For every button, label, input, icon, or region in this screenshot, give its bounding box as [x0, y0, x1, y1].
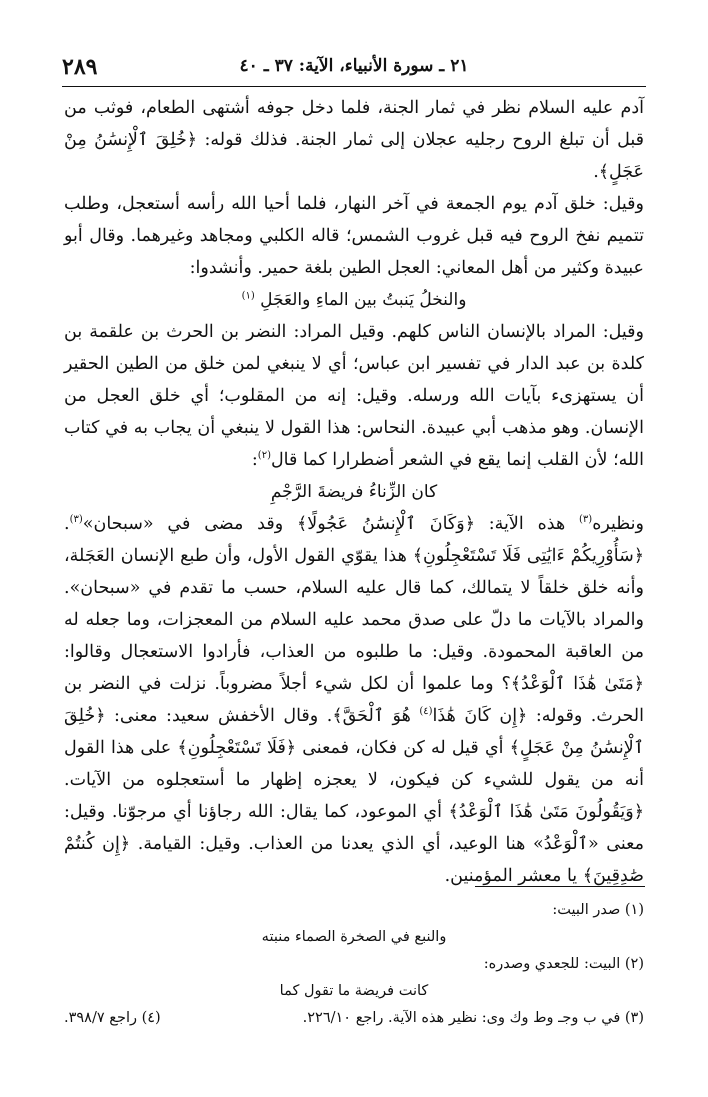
footnotes [64, 897, 644, 1032]
poetry-verse-2: كان الزِّناءُ فريضةَ الرَّجْمِ [270, 482, 438, 502]
running-title: ٢١ ـ سورة الأنبياء، الآية: ٣٧ ـ ٤٠ [239, 56, 469, 76]
paragraph-3-end: : [251, 450, 258, 470]
footnote-4: (٤) راجع ٣٩٨/٧. [64, 1010, 161, 1026]
footnote-ref-1: (١) [241, 290, 255, 302]
footnote-1-label: (١) صدر البيت: [552, 902, 644, 918]
paragraph-3 [64, 316, 644, 476]
poetry-verse-1 [64, 284, 644, 316]
paragraph-4 [64, 508, 644, 892]
verse-1-text: والنخلُ يَنبتُ بين الماءِ والعَجَلِ [260, 290, 467, 310]
footnote-row-3-4 [64, 1005, 644, 1032]
footnote-ref-2: (٢) [257, 450, 271, 462]
footnote-2-label: (٢) البيت: للجعدي وصدره: [483, 956, 644, 972]
paragraph-1: آدم عليه السلام نظر في ثمار الجنة، فلما دخل جوفه أشتهى الطعام، فوثب من قبل أن تبلغ الروح رجليه عجلان إلى ثمار الجنة. فذلك قوله: ﴿خُلِقَ ٱلْإِنسَٰنُ مِنْ عَجَلٍ﴾. [64, 98, 644, 182]
footnote-ref-3b: (٣) [69, 514, 83, 526]
page-header [62, 52, 646, 87]
footnote-3: (٣) في ب وجـ وط وك وى: نظير هذه الآية. راجع ٢٢٦/١٠. [302, 1010, 644, 1026]
page-number: ٢٨٩ [62, 54, 98, 80]
footnote-1-verse: والنبع في الصخرة الصماء منبته [261, 929, 447, 945]
paragraph-3-text: وقيل: المراد بالإنسان الناس كلهم. وقيل المراد: النضر بن الحرث بن علقمة بن كلدة بن عبد الدار في تفسير ابن عباس؛ أي لا ينبغي لمن خلق من الطين الحقير أن يستهزىء بآيات الله ورسله. وقيل: إنه من المقلوب؛ أي خلق العجل من الإنسان. وهو مذهب أبي عبيدة. النحاس: هذا القول لا ينبغي أن يجاب به في كتاب الله؛ لأن القلب إنما يقع في الشعر أضطرارا كما قال [64, 322, 644, 470]
main-text [64, 92, 644, 892]
paragraph-4-part-a: ونظيره [592, 514, 644, 534]
footnote-ref-4: (٤) [419, 706, 433, 718]
paragraph-4-part-b: هذه الآية: ﴿وَكَانَ ٱلْإِنسَٰنُ عَجُولًا﴾ وقد مضى في «سبحان» [82, 514, 580, 534]
paragraph-4-part-d: هُوَ ٱلْحَقَّ﴾. وقال الأخفش سعيد: معنى: ﴿خُلِقَ ٱلْإِنسَٰنُ مِنْ عَجَلٍ﴾ أي قيل له كن فكان، فمعنى ﴿فَلَا تَسْتَعْجِلُونِ﴾ على هذا القول أنه من يقول للشيء كن فيكون، لا يعجزه إظهار ما أستعجلوه من الآيات. ﴿وَيَقُولُونَ مَتَىٰ هَٰذَا ٱلْوَعْدُ﴾ أي الموعود، كما يقال: الله رجاؤنا أي مرجوّنا. وقيل: معنى «ٱلْوَعْدُ» هنا الوعيد، أي الذي يعدنا من العذاب. وقيل: القيامة. ﴿إِن كُنتُمْ صَٰدِقِينَ﴾ يا معشر المؤمنين. [64, 706, 644, 886]
paragraph-4-part-c: . ﴿سَأُوْرِيكُمْ ءَايَٰتِى فَلَا تَسْتَعْجِلُونِ﴾ هذا يقوّي القول الأول، وأن طبع الإنسان العَجَلة، وأنه خلق خلقاً لا يتمالك، كما قال عليه السلام، حسب ما تقدم في «سبحان». والمراد بالآيات ما دلّ على صدق محمد عليه السلام من المعجزات، وما جعله له من العاقبة المحمودة. وقيل: ما طلبوه من العذاب، فأرادوا الاستعجال وقالوا: ﴿مَتَىٰ هَٰذَا ٱلْوَعْدُ﴾؟ وما علموا أن لكل شيء أجلاً مضروباً. نزلت في النضر بن الحرث. وقوله: ﴿إِن كَانَ هَٰذَا [64, 514, 644, 726]
footnote-divider [475, 886, 645, 887]
paragraph-2: وقيل: خلق آدم يوم الجمعة في آخر النهار، فلما أحيا الله رأسه أستعجل، وطلب تتميم نفخ الروح فيه قبل غروب الشمس؛ قاله الكلبي ومجاهد وغيرهما. وقال أبو عبيدة وكثير من أهل المعاني: العجل الطين بلغة حمير. وأنشدوا: [64, 194, 644, 278]
footnote-2-verse: كانت فريضة ما تقول كما [279, 983, 429, 999]
footnote-ref-3a: (٣) [579, 514, 593, 526]
